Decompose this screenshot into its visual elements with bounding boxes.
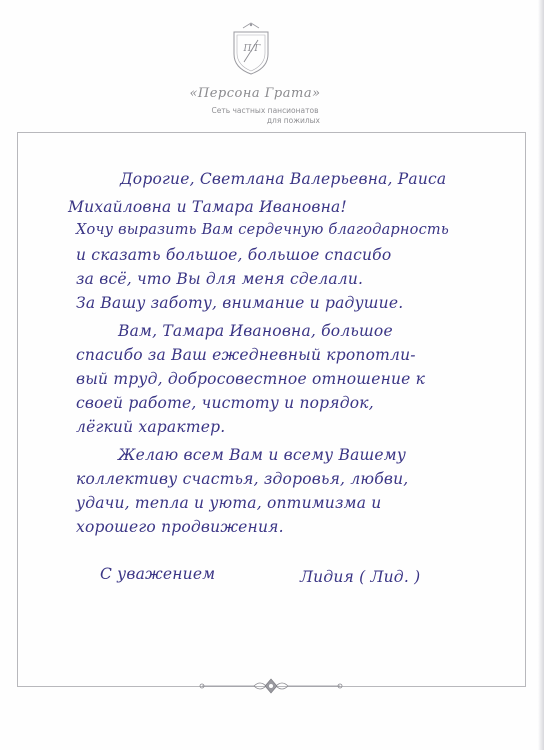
paragraph3-line: Желаю всем Вам и всему Вашему	[118, 446, 407, 464]
paragraph1-line: и сказать большое, большое спасибо	[76, 246, 392, 264]
monogram-logo	[230, 20, 272, 76]
brand-subtitle-line1: Сеть частных пансионатов	[211, 106, 319, 115]
paragraph1-line: За Вашу заботу, внимание и радушие.	[76, 294, 404, 312]
paragraph3-line: коллективу счастья, здоровья, любви,	[76, 470, 409, 488]
paragraph2-line: вый труд, добросовестное отношение к	[76, 370, 426, 388]
paragraph2-line: спасибо за Ваш ежедневный кропотли-	[76, 346, 416, 364]
signature: Лидия ( Лид. )	[300, 568, 421, 586]
bottom-ornament	[196, 676, 346, 696]
brand-subtitle-line2: для пожилых	[266, 116, 320, 125]
brand-name: «Персона Грата»	[189, 86, 321, 101]
paragraph2-line: лёгкий характер.	[76, 418, 226, 436]
paragraph3-line: удачи, тепла и уюта, оптимизма и	[76, 494, 382, 512]
page-edge-shadow	[538, 0, 544, 750]
monogram-letter-p: П/Г	[243, 44, 261, 54]
paragraph1-line: Хочу выразить Вам сердечную благодарность	[76, 222, 449, 238]
paragraph2-line: своей работе, чистоту и порядок,	[76, 394, 374, 412]
salutation-line: Дорогие, Светлана Валерьевна, Раиса	[120, 170, 447, 188]
paragraph3-line: хорошего продвижения.	[76, 518, 284, 536]
paragraph1-line: за всё, что Вы для меня сделали.	[76, 270, 364, 288]
paragraph2-line: Вам, Тамара Ивановна, большое	[118, 322, 393, 340]
salutation-line: Михайловна и Тамара Ивановна!	[68, 198, 347, 216]
closing: С уважением	[100, 565, 216, 583]
